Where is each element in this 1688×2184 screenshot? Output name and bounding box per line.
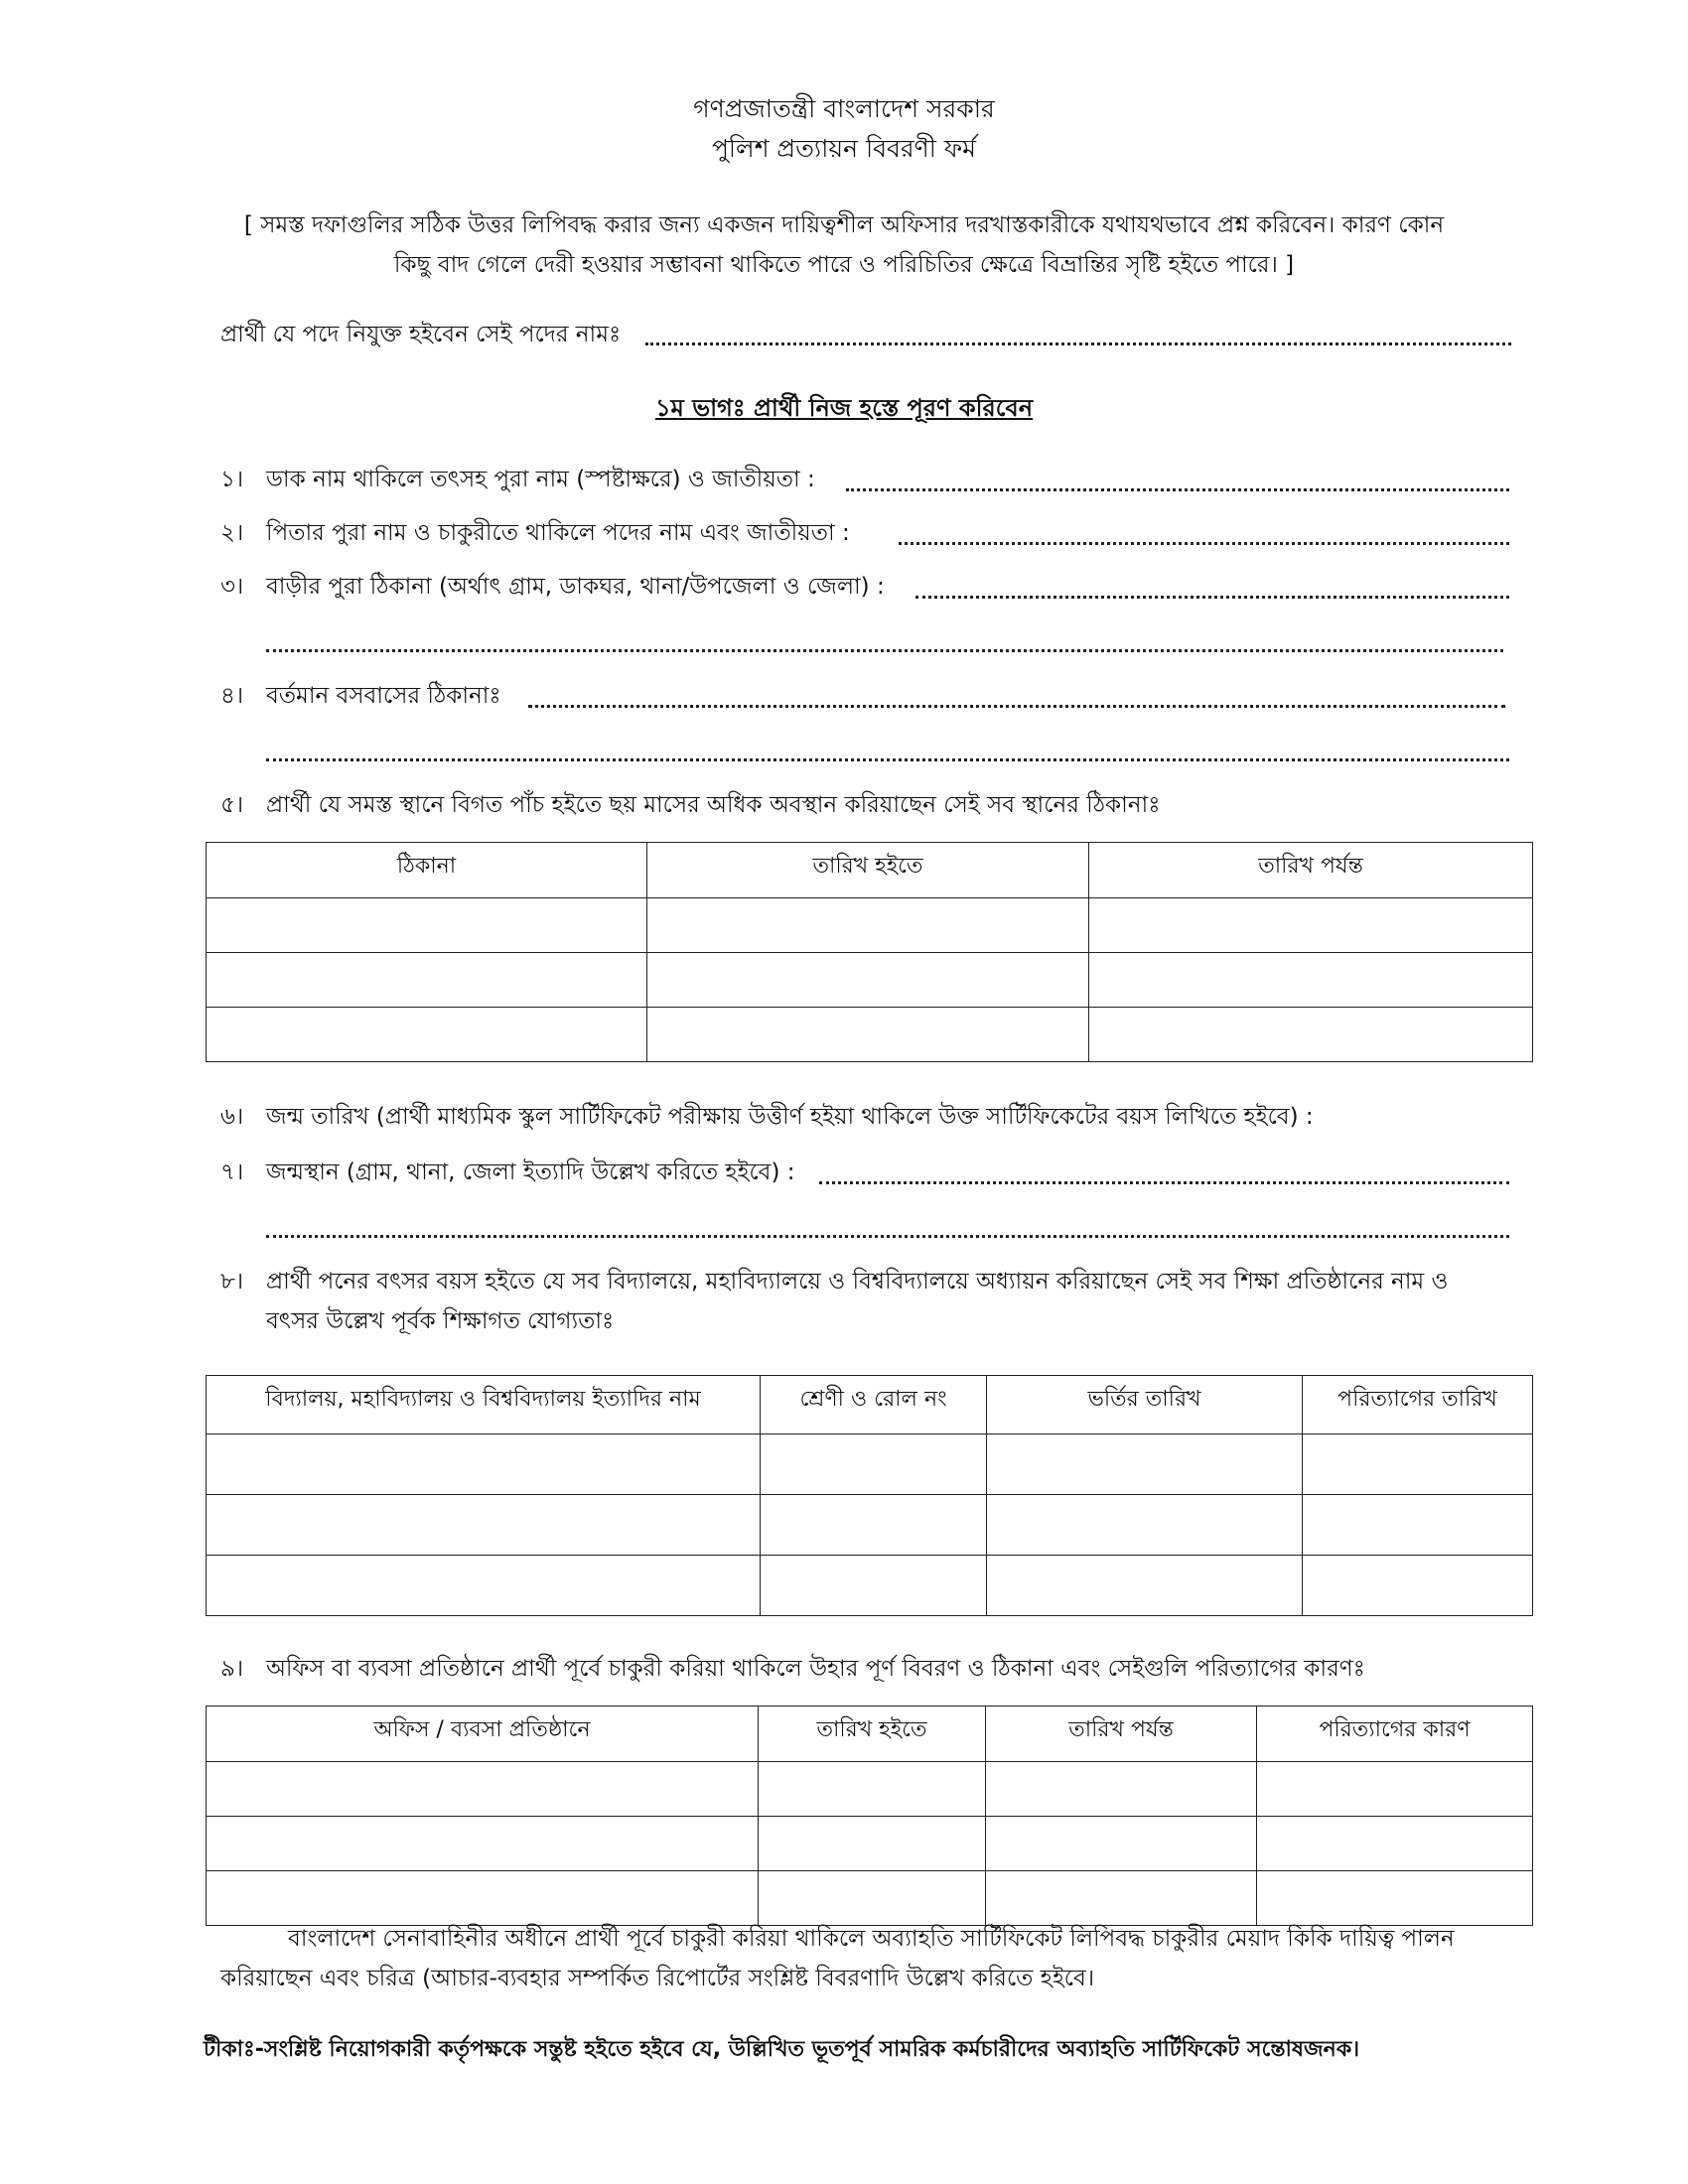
- item-3-number: ৩।: [220, 574, 244, 600]
- table-row: [207, 1817, 1533, 1871]
- table-cell[interactable]: [1089, 898, 1533, 953]
- table-cell[interactable]: [1303, 1495, 1533, 1556]
- item-1-number: ১।: [220, 467, 244, 492]
- item-9-number: ৯।: [220, 1656, 244, 1682]
- army-note-line-1: বাংলাদেশ সেনাবাহিনীর অধীনে প্রার্থী পূর্বে চাকুরী করিয়া থাকিলে অব্যাহতি সার্টিফিকেট লিপিবদ্ধ চাকুরীর মেয়াদ কিকি দায়িত্ব পালন: [288, 1926, 1455, 1952]
- form-title: পুলিশ প্রত্যায়ন বিবরণী ফর্ম: [711, 134, 977, 163]
- table-cell[interactable]: [1257, 1871, 1533, 1926]
- item-4-label: বর্তমান বসবাসের ঠিকানাঃ: [266, 683, 501, 709]
- table-cell[interactable]: [759, 1762, 986, 1817]
- education-table: [206, 1375, 1533, 1616]
- item-3-field[interactable]: [915, 596, 1509, 599]
- employment-leaving-reason-header: পরিত্যাগের কারণ: [1257, 1706, 1533, 1762]
- table-cell[interactable]: [207, 1556, 761, 1616]
- table-cell[interactable]: [987, 1434, 1303, 1495]
- post-name-field[interactable]: [645, 342, 1511, 345]
- table-cell[interactable]: [1089, 1008, 1533, 1062]
- table-cell[interactable]: [759, 1817, 986, 1871]
- item-3-label: বাড়ীর পুরা ঠিকানা (অর্থাৎ গ্রাম, ডাকঘর, থানা/উপজেলা ও জেলা) :: [266, 574, 885, 600]
- table-cell[interactable]: [986, 1871, 1257, 1926]
- table-cell[interactable]: [1089, 953, 1533, 1008]
- item-8-line-1: প্রার্থী পনের বৎসর বয়স হইতে যে সব বিদ্যালয়ে, মহাবিদ্যালয়ে ও বিশ্ববিদ্যালয়ে অধ্যায়ন করিয়াছেন সেই সব শিক্ষা প্রতিষ্ঠানের নাম ও: [266, 1269, 1449, 1295]
- table-row: [207, 1434, 1533, 1495]
- item-2-label: পিতার পুরা নাম ও চাকুরীতে থাকিলে পদের নাম এবং জাতীয়তা :: [266, 520, 850, 546]
- residence-address-header: ঠিকানা: [207, 843, 647, 898]
- post-name-label: প্রার্থী যে পদে নিযুক্ত হইবেন সেই পদের নামঃ: [220, 322, 622, 347]
- education-leaving-date-header: পরিত্যাগের তারিখ: [1303, 1376, 1533, 1434]
- table-cell[interactable]: [207, 1762, 759, 1817]
- item-7-field-line-2[interactable]: [266, 1235, 1509, 1238]
- table-cell[interactable]: [761, 1495, 987, 1556]
- item-8-line-2: বৎসর উল্লেখ পূর্বক শিক্ষাগত যোগ্যতাঃ: [266, 1308, 615, 1334]
- item-1-label: ডাক নাম থাকিলে তৎসহ পুরা নাম (স্পষ্টাক্ষরে) ও জাতীয়তা :: [266, 467, 815, 492]
- education-institution-header: বিদ্যালয়, মহাবিদ্যালয় ও বিশ্ববিদ্যালয় ইত্যাদির নাম: [207, 1376, 761, 1434]
- table-cell[interactable]: [987, 1556, 1303, 1616]
- employment-office-header: অফিস / ব্যবসা প্রতিষ্ঠানে: [207, 1706, 759, 1762]
- education-class-roll-header: শ্রেণী ও রোল নং: [761, 1376, 987, 1434]
- table-cell[interactable]: [207, 953, 647, 1008]
- table-cell[interactable]: [207, 1008, 647, 1062]
- table-cell[interactable]: [761, 1434, 987, 1495]
- table-cell[interactable]: [1303, 1556, 1533, 1616]
- residence-from-date-header: তারিখ হইতে: [647, 843, 1089, 898]
- item-4-field-line-2[interactable]: [266, 758, 1509, 761]
- table-row: [207, 1008, 1533, 1062]
- table-cell[interactable]: [207, 1817, 759, 1871]
- instruction-line-1: [ সমস্ত দফাগুলির সঠিক উত্তর লিপিবদ্ধ করার জন্য একজন দায়িত্বশীল অফিসার দরখাস্তকারীকে যথাযথভাবে প্রশ্ন করিবেন। কারণ কোন: [243, 212, 1445, 238]
- item-1-field[interactable]: [846, 488, 1509, 491]
- item-5-label: প্রার্থী যে সমস্ত স্থানে বিগত পাঁচ হইতে ছয় মাসের অধিক অবস্থান করিয়াছেন সেই সব স্থানের ঠিকানাঃ: [266, 792, 1161, 818]
- item-3-field-line-2[interactable]: [266, 649, 1503, 652]
- item-5-number: ৫।: [220, 792, 244, 818]
- employment-from-date-header: তারিখ হইতে: [759, 1706, 986, 1762]
- employment-table: [206, 1706, 1533, 1926]
- item-7-field[interactable]: [819, 1181, 1509, 1184]
- residence-table: [206, 842, 1533, 1062]
- item-2-number: ২।: [220, 520, 244, 546]
- table-cell[interactable]: [761, 1556, 987, 1616]
- table-cell[interactable]: [647, 898, 1089, 953]
- item-9-label: অফিস বা ব্যবসা প্রতিষ্ঠানে প্রার্থী পূর্বে চাকুরী করিয়া থাকিলে উহার পূর্ণ বিবরণ ও ঠিকানা এবং সেইগুলি পরিত্যাগের কারণঃ: [266, 1656, 1365, 1682]
- table-cell[interactable]: [759, 1871, 986, 1926]
- item-7-number: ৭।: [220, 1160, 244, 1185]
- army-note-line-2: করিয়াছেন এবং চরিত্র (আচার-ব্যবহার সম্পর্কিত রিপোর্টের সংশ্লিষ্ট বিবরণাদি উল্লেখ করিতে হইবে।: [220, 1966, 1095, 1991]
- item-8-number: ৮।: [220, 1269, 244, 1295]
- instruction-line-2: কিছু বাদ গেলে দেরী হওয়ার সম্ভাবনা থাকিতে পারে ও পরিচিতির ক্ষেত্রে বিভ্রান্তির সৃষ্টি হইতে পারে। ]: [393, 252, 1295, 278]
- table-row: [207, 1495, 1533, 1556]
- government-title: গণপ্রজাতন্ত্রী বাংলাদেশ সরকার: [693, 94, 995, 123]
- table-row: [207, 1762, 1533, 1817]
- table-cell[interactable]: [986, 1762, 1257, 1817]
- item-4-field[interactable]: [528, 705, 1505, 708]
- item-2-field[interactable]: [899, 542, 1509, 545]
- table-row: [207, 953, 1533, 1008]
- item-6-label: জন্ম তারিখ (প্রার্থী মাধ্যমিক স্কুল সার্টিফিকেট পরীক্ষায় উত্তীর্ণ হইয়া থাকিলে উক্ত সার্টিফিকেটের বয়স লিখিতে হইবে) :: [266, 1104, 1314, 1130]
- table-cell[interactable]: [207, 1871, 759, 1926]
- table-cell[interactable]: [1257, 1817, 1533, 1871]
- education-admission-date-header: ভর্তির তারিখ: [987, 1376, 1303, 1434]
- item-7-label: জন্মস্থান (গ্রাম, থানা, জেলা ইত্যাদি উল্লেখ করিতে হইবে) :: [266, 1160, 795, 1185]
- item-4-number: ৪।: [220, 683, 244, 709]
- table-cell[interactable]: [647, 953, 1089, 1008]
- table-cell[interactable]: [987, 1495, 1303, 1556]
- employment-to-date-header: তারিখ পর্যন্ত: [986, 1706, 1257, 1762]
- table-cell[interactable]: [207, 1434, 761, 1495]
- table-row: [207, 1556, 1533, 1616]
- table-cell[interactable]: [207, 1495, 761, 1556]
- item-6-number: ৬।: [220, 1104, 244, 1130]
- part1-heading: ১ম ভাগঃ প্রার্থী নিজ হস্তে পূরণ করিবেন: [654, 394, 1034, 422]
- table-cell[interactable]: [1303, 1434, 1533, 1495]
- table-cell[interactable]: [207, 898, 647, 953]
- residence-to-date-header: তারিখ পর্যন্ত: [1089, 843, 1533, 898]
- table-cell[interactable]: [647, 1008, 1089, 1062]
- table-row: [207, 898, 1533, 953]
- table-cell[interactable]: [986, 1817, 1257, 1871]
- table-cell[interactable]: [1257, 1762, 1533, 1817]
- table-row: [207, 1871, 1533, 1926]
- footnote: টীকাঃ-সংশ্লিষ্ট নিয়োগকারী কর্তৃপক্ষকে সন্তুষ্ট হইতে হইবে যে, উল্লিখিত ভূতপূর্ব সামরিক কর্মচারীদের অব্যাহতি সার্টিফিকেট সন্তোষজনক।: [204, 2037, 1360, 2062]
